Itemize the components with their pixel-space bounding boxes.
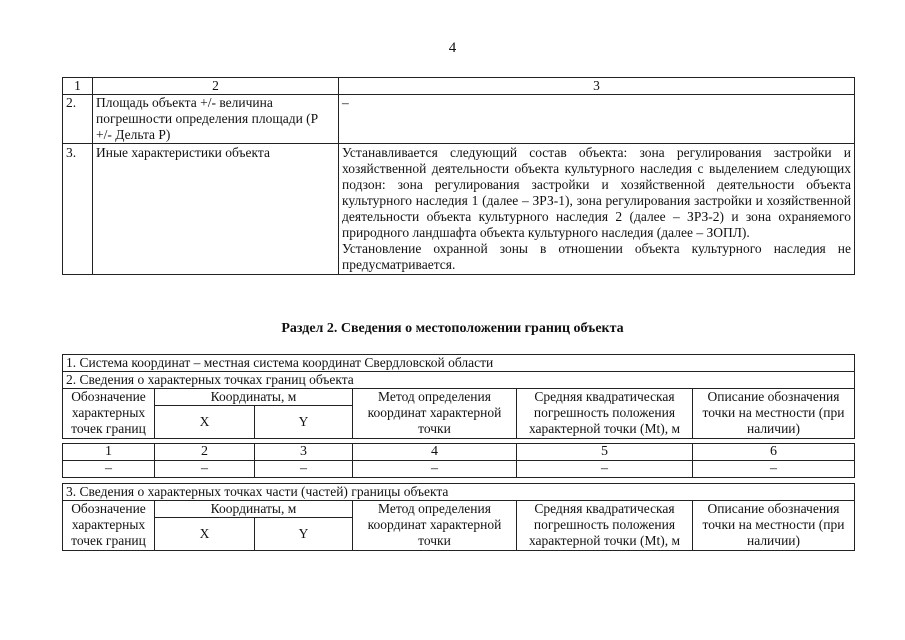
row-value-paragraph: Установление охранной зоны в отношении объекта культурного наследия не предусматривается.: [342, 241, 851, 272]
col-header-coords: Координаты, м: [155, 501, 353, 518]
cell-value: –: [353, 461, 517, 478]
col-header-description: Описание обозначения точки на местности (при наличии): [693, 501, 855, 551]
col-header-point: Обозначение характерных точек границ: [63, 501, 155, 551]
table-row: [63, 144, 855, 275]
section-subtitle: 2. Сведения о характерных точках границ объекта: [63, 372, 855, 389]
part-boundary-points-table: [62, 483, 855, 551]
row-value-paragraph: Устанавливается следующий состав объекта: зона регулирования застройки и хозяйственной деятельности объекта культурного наследия с выделением следующих подзон: зона регулирования застройки и хозяйственной деятельности объекта культурного наследия 1 (далее – ЗРЗ-1), зона регулирования застройки и хозяйственной деятельности объекта культурного наследия 2 (далее – ЗРЗ-2) и зона охраняемого природного ландшафта объекта культурного наследия (далее – ЗОПЛ).: [342, 145, 851, 240]
column-number-row: [63, 444, 855, 461]
table-row: [63, 461, 855, 478]
col-header-method: Метод определения координат характерной точки: [353, 389, 517, 439]
col-header-x: X: [155, 518, 255, 551]
column-number: 4: [353, 444, 517, 461]
col-header-coords: Координаты, м: [155, 389, 353, 406]
row-name: Иные характеристики объекта: [93, 144, 339, 275]
col-header-description: Описание обозначения точки на местности (при наличии): [693, 389, 855, 439]
col-header-method: Метод определения координат характерной точки: [353, 501, 517, 551]
table-header-row: [63, 389, 855, 406]
cell-value: –: [155, 461, 255, 478]
row-number: 2.: [63, 95, 93, 144]
header-cell: 3: [339, 78, 855, 95]
col-header-point: Обозначение характерных точек границ: [63, 389, 155, 439]
table-row: [63, 372, 855, 389]
row-value: –: [339, 95, 855, 144]
table-header-row: [63, 78, 855, 95]
row-number: 3.: [63, 144, 93, 275]
column-number: 2: [155, 444, 255, 461]
col-header-x: X: [155, 406, 255, 439]
header-cell: 1: [63, 78, 93, 95]
object-characteristics-table: [62, 77, 855, 275]
table-header-row: [63, 501, 855, 518]
col-header-y: Y: [255, 406, 353, 439]
table-row: [63, 95, 855, 144]
cell-value: –: [517, 461, 693, 478]
column-number: 6: [693, 444, 855, 461]
cell-value: –: [693, 461, 855, 478]
section-title: Раздел 2. Сведения о местоположении границ объекта: [281, 321, 624, 336]
page-number: 4: [448, 40, 457, 56]
column-number: 1: [63, 444, 155, 461]
coordinate-system-label: 1. Система координат – местная система координат Свердловской области: [63, 355, 855, 372]
table-row: [63, 355, 855, 372]
column-number: 5: [517, 444, 693, 461]
row-value-cell: [339, 144, 855, 275]
table-row: [63, 484, 855, 501]
column-number: 3: [255, 444, 353, 461]
col-header-error: Средняя квадратическая погрешность положения характерной точки (Mt), м: [517, 501, 693, 551]
section-subtitle: 3. Сведения о характерных точках части (частей) границы объекта: [63, 484, 855, 501]
boundary-points-table: [62, 354, 855, 478]
col-header-y: Y: [255, 518, 353, 551]
header-cell: 2: [93, 78, 339, 95]
row-name: Площадь объекта +/- величина погрешности определения площади (Р +/- Дельта Р): [93, 95, 339, 144]
cell-value: –: [63, 461, 155, 478]
col-header-error: Средняя квадратическая погрешность положения характерной точки (Mt), м: [517, 389, 693, 439]
cell-value: –: [255, 461, 353, 478]
